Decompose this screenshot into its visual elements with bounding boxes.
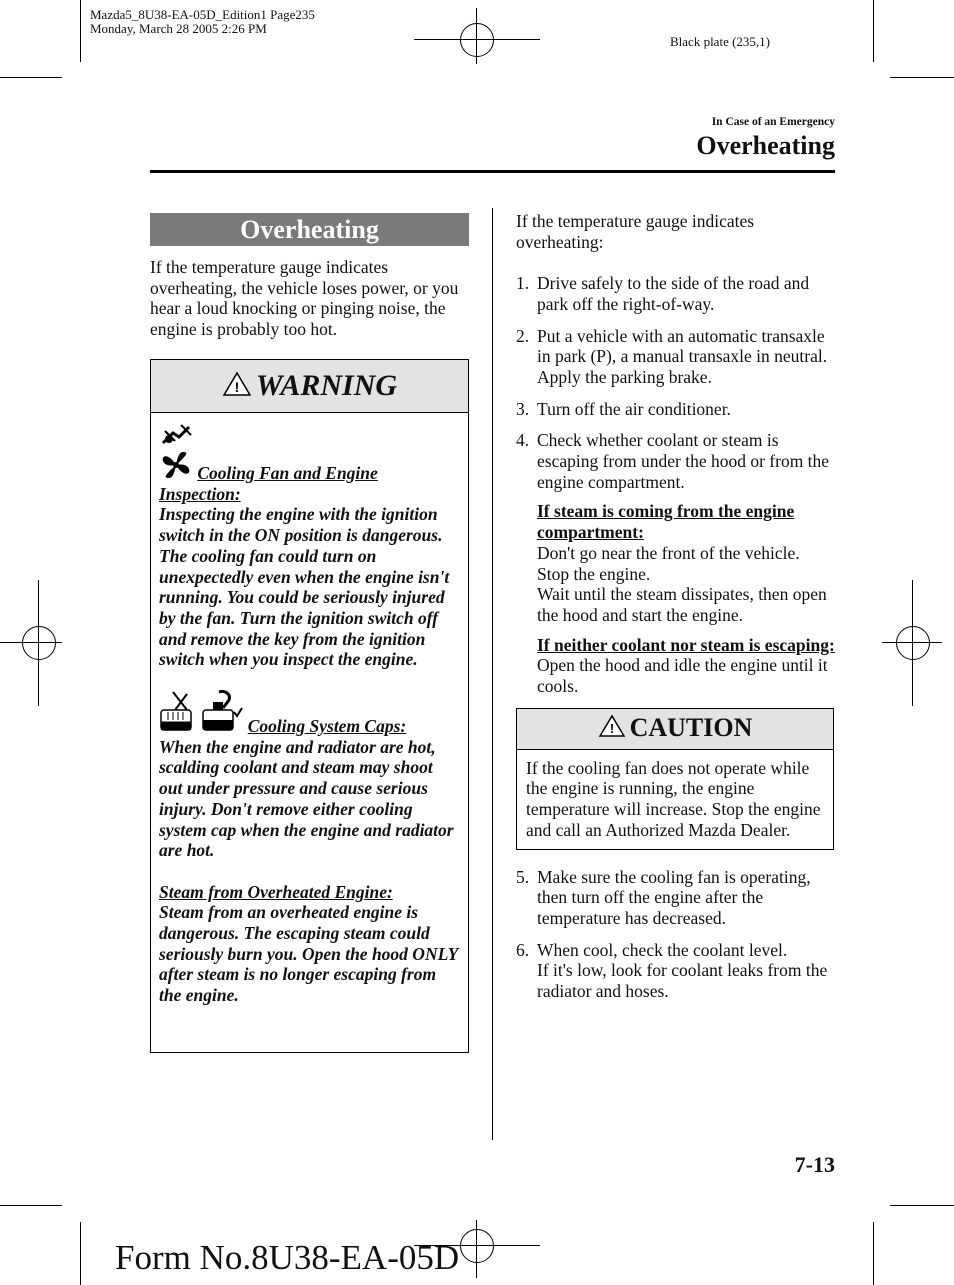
print-info xyxy=(90,8,390,36)
caution-body: If the cooling fan does not operate while the engine is running, the engine temperature will increase. Stop the engine and call an Authorized Mazda Dealer. xyxy=(526,757,821,840)
running-title: Overheating xyxy=(696,131,835,160)
steam-subsection: If steam is coming from the engine compartment: Don't go near the front of the vehicle. Stop the engine. Wait until the steam dissipates, then open the hood and start the engine. xyxy=(537,501,827,625)
header-rule xyxy=(150,170,835,173)
list-item: 4. Check whether coolant or steam is escaping from under the hood or from the engine compartment. If steam is coming from the engine compartment: Don't go near the front of the vehicle. Stop the engine. Wait until the steam dissipates, then open the hood and start the engine. If neither coolant nor steam is escaping: Open the hood and idle the engine until it cools. xyxy=(516,430,835,697)
caution-header xyxy=(517,709,833,750)
no-hand-fan-icon xyxy=(159,423,460,447)
coolant-reservoir-cap-icon xyxy=(199,690,243,737)
print-date-line: Monday, March 28 2005 2:26 PM xyxy=(90,21,267,36)
caps-warning-body: When the engine and radiator are hot, scalding coolant and steam may shoot out under pressure and cause serious injury. Don't remove either cooling system cap when the engine and radiator are hot. xyxy=(159,736,454,861)
radiator-cap-icon xyxy=(159,690,195,737)
caution-box xyxy=(516,708,834,850)
warning-title: WARNING xyxy=(255,369,398,402)
right-intro: If the temperature gauge indicates overheating: xyxy=(516,211,755,252)
section-name: In Case of an Emergency xyxy=(711,116,835,128)
section-heading: Overheating xyxy=(150,213,469,246)
print-file-line: Mazda5_8U38-EA-05D_Edition1 Page235 xyxy=(90,7,315,22)
warning-box xyxy=(150,359,469,1053)
plate-info: Black plate (235,1) xyxy=(670,34,770,49)
svg-text:!: ! xyxy=(609,721,614,737)
list-item: 2. Put a vehicle with an automatic transaxle in park (P), a manual transaxle in neutral. Apply the parking brake. xyxy=(516,325,828,387)
warning-header xyxy=(151,360,468,413)
list-item: 5. Make sure the cooling fan is operating, then turn off the engine after the temperature has decreased. xyxy=(516,866,811,928)
fan-icon xyxy=(159,451,193,484)
list-item: 3. Turn off the air conditioner. xyxy=(516,398,731,419)
fan-warning-title-1: Cooling Fan and Engine xyxy=(197,463,378,483)
form-number: Form No.8U38-EA-05D xyxy=(115,1238,460,1277)
steam-warning-body: Steam from an overheated engine is dangerous. The escaping steam could seriously burn you. Open the hood ONLY after steam is no longer escaping from the engine. xyxy=(159,902,458,1006)
column-divider xyxy=(492,208,493,1140)
no-steam-subsection: If neither coolant nor steam is escaping: Open the hood and idle the engine until it cools. xyxy=(537,634,835,697)
warning-triangle-icon xyxy=(222,371,252,402)
intro-paragraph: If the temperature gauge indicates overheating, the vehicle loses power, or you hear a loud knocking or pinging noise, the engine is probably too hot. xyxy=(150,257,459,340)
right-column xyxy=(516,211,836,1013)
list-item: 1. Drive safely to the side of the road and park off the right-of-way. xyxy=(516,273,810,314)
fan-warning-title-2: Inspection: xyxy=(159,483,241,504)
svg-text:!: ! xyxy=(234,378,240,395)
page-number: 7-13 xyxy=(794,1152,835,1177)
warning-content xyxy=(151,413,468,1006)
fan-warning-body: Inspecting the engine with the ignition switch in the ON position is dangerous. The cooling fan could turn on unexpectedly even when the engine isn't running. You could be seriously injured by the fan. Turn the ignition switch off and remove the key from the ignition switch when you inspect the engine. xyxy=(159,504,450,670)
caution-title: CAUTION xyxy=(629,713,753,743)
warning-triangle-icon xyxy=(598,714,626,743)
caps-warning-title: Cooling System Caps: xyxy=(247,716,407,737)
steam-warning-title: Steam from Overheated Engine: xyxy=(159,881,393,902)
steps-list-continued xyxy=(516,867,836,1002)
list-item: 6. When cool, check the coolant level. If it's low, look for coolant leaks from the radiator and hoses. xyxy=(516,939,828,1002)
steps-list xyxy=(516,273,836,697)
